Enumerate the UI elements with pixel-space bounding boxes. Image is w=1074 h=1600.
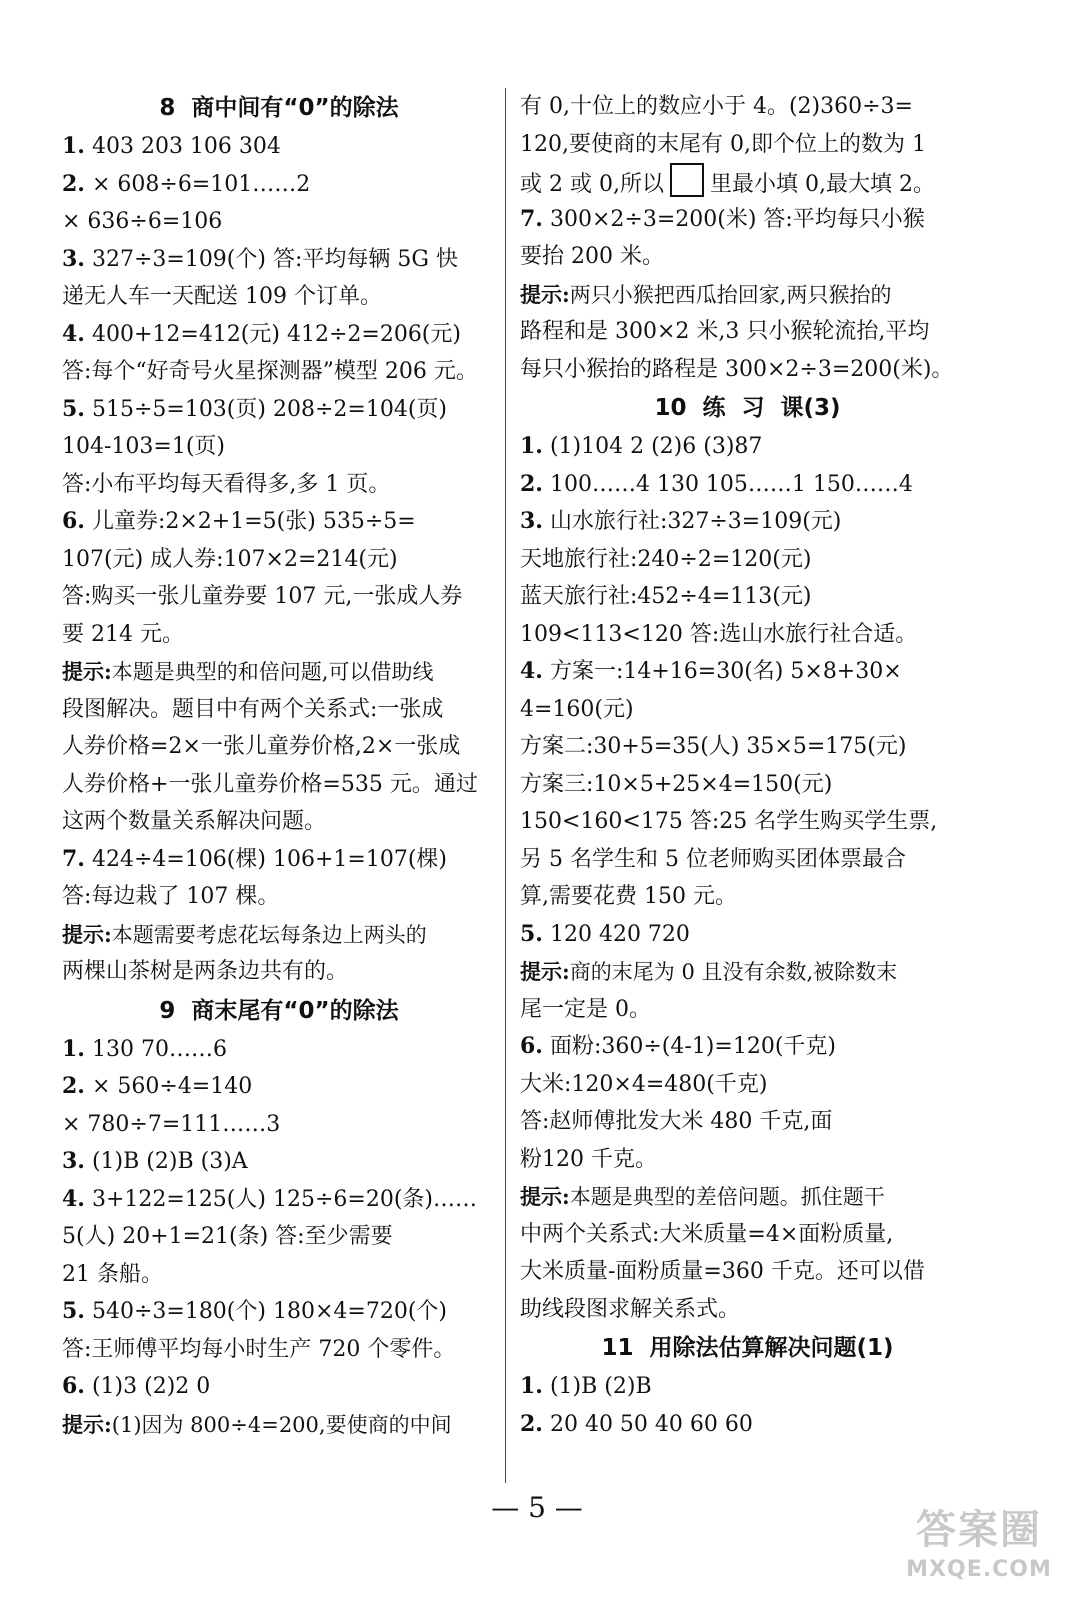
section-heading: 8 商中间有“0”的除法 [159,95,399,121]
line-text: 109<113<120 答:选山水旅行社合适。 [520,621,918,647]
hint-line [62,916,496,954]
section-heading: 11 用除法估算解决问题(1) [601,1335,894,1361]
line-text: 答:王师傅平均每小时生产 720 个零件。 [62,1336,456,1362]
line-text: × 560÷4=140 [84,1074,253,1099]
line-text: 大米质量-面粉质量=360 千克。还可以借 [520,1259,925,1284]
line-text: 答:购买一张儿童券要 107 元,一张成人券 [62,584,463,609]
line-text: 403 203 106 304 [84,134,281,159]
answer-line [62,1181,496,1219]
answer-line [62,728,496,766]
line-text: 540÷3=180(个) 180×4=720(个) [84,1299,447,1324]
answer-line [520,1216,975,1254]
question-number: 2. [62,170,85,197]
answer-line [62,166,496,204]
line-text: 3+122=125(人) 125÷6=20(条)…… [84,1186,477,1212]
line-text: 104-103=1(页) [62,434,226,459]
answer-line [520,1103,975,1141]
hint-label: 提示: [520,281,570,307]
answer-line [520,841,975,879]
line-text: 算,需要花费 150 元。 [520,884,737,909]
answer-line [520,991,975,1029]
answer-line [62,616,496,654]
answer-line [520,1406,975,1444]
line-text: (1)因为 800÷4=200,要使商的中间 [111,1412,452,1437]
answer-line [62,203,496,241]
answer-line [520,313,975,351]
line-text: 每只小猴抬的路程是 300×2÷3=200(米)。 [520,356,954,382]
question-number: 5. [62,1298,85,1324]
answer-line [62,1068,496,1106]
answer-line [62,766,496,804]
hint-label: 提示: [62,659,112,684]
line-text: 面粉:360÷(4-1)=120(千克) [542,1034,836,1059]
line-text: 400+12=412(元) 412÷2=206(元) [84,321,461,347]
hint-label: 提示: [520,959,570,984]
line-text: 150<160<175 答:25 名学生购买学生票, [520,809,938,834]
line-text: 方案一:14+16=30(名) 5×8+30× [542,659,902,684]
answer-line [62,316,496,354]
hint-line [62,653,496,691]
question-number: 7. [62,845,85,872]
answer-line [520,201,975,239]
line-text: 助线段图求解关系式。 [520,1296,741,1322]
hint-line [520,953,975,991]
line-text: 120 420 720 [542,921,690,947]
answer-line [62,1143,496,1181]
answer-line [62,1368,496,1406]
line-text: 答:每边栽了 107 棵。 [62,884,280,909]
line-text: 方案三:10×5+25×4=150(元) [520,771,833,797]
line-text: 人券价格=2×一张儿童券价格,2×一张成 [62,734,461,759]
line-text: 答:小布平均每天看得多,多 1 页。 [62,471,391,497]
answer-line [62,1218,496,1256]
answer-line [520,1028,975,1066]
line-text: 21 条船。 [62,1261,163,1287]
answer-line [520,616,975,654]
answer-line [62,541,496,579]
answer-line [62,841,496,879]
column-divider [505,88,506,1483]
line-text: (1)B (2)B (3)A [84,1149,248,1174]
line-text: 段图解决。题目中有两个关系式:一张成 [62,696,444,722]
line-text: 路程和是 300×2 米,3 只小猴轮流抬,平均 [520,319,930,344]
answer-line [520,351,975,389]
question-number: 6. [520,1033,543,1059]
line-text: 5(人) 20+1=21(条) 答:至少需要 [62,1224,393,1249]
answer-line [62,278,496,316]
answer-line [520,766,975,804]
question-number: 4. [520,658,543,684]
line-text: 120,要使商的末尾有 0,即个位上的数为 1 [520,131,926,157]
line-text: 或 2 或 0,所以 [520,172,664,197]
answer-line [520,1066,975,1104]
answer-line [520,653,975,691]
line-text: 107(元) 成人券:107×2=214(元) [62,546,398,572]
line-text: 两只小猴把西瓜抬回家,两只猴抬的 [569,282,892,307]
line-text: 130 70……6 [84,1036,227,1062]
line-text: 答:赵师傅批发大米 480 千克,面 [520,1109,833,1134]
line-text: 4=160(元) [520,696,634,722]
answer-line [520,728,975,766]
answer-line [520,126,975,164]
question-number: 4. [62,320,85,347]
question-number: 6. [62,508,85,534]
line-text: 天地旅行社:240÷2=120(元) [520,546,812,572]
answer-line [520,691,975,729]
line-text: × 608÷6=101……2 [84,171,311,197]
line-text: 327÷3=109(个) 答:平均每辆 5G 快 [84,246,458,272]
answer-line [520,466,975,504]
answer-line [62,1293,496,1331]
watermark-logo [894,1504,1064,1596]
answer-line [62,241,496,279]
line-text: 100……4 130 105……1 150……4 [542,471,913,497]
question-number: 3. [62,245,85,272]
line-text: 递无人车一天配送 109 个订单。 [62,284,382,309]
answer-line [62,1256,496,1294]
line-text: 这两个数量关系解决问题。 [62,809,327,834]
question-number: 4. [62,1185,85,1212]
answer-line [520,1253,975,1291]
line-text: 424÷4=106(棵) 106+1=107(棵) [84,846,447,872]
line-text: 两棵山茶树是两条边共有的。 [62,959,349,984]
answer-line [62,953,496,991]
question-number: 2. [62,1073,85,1099]
answer-line [520,428,975,466]
question-number: 5. [520,920,543,947]
answer-line [62,803,496,841]
line-text: 20 40 50 40 60 60 [542,1411,753,1437]
answer-line [520,541,975,579]
answer-line [62,691,496,729]
page-number: — 5 — [491,1491,583,1524]
left-column [62,88,496,1443]
question-number: 2. [520,1410,543,1437]
line-text: 里最小填 0,最大填 2。 [709,172,935,197]
answer-line [62,878,496,916]
line-text: 300×2÷3=200(米) 答:平均每只小猴 [542,206,925,232]
answer-line [62,128,496,166]
hint-label: 提示: [520,1184,570,1209]
line-text: 山水旅行社:327÷3=109(元) [542,509,842,534]
line-text: 蓝天旅行社:452÷4=113(元) [520,584,812,609]
line-text: 515÷5=103(页) 208÷2=104(页) [84,396,447,422]
answer-line [62,503,496,541]
hint-label: 提示: [62,1411,112,1437]
answer-line [520,916,975,954]
question-number: 3. [62,1148,85,1174]
answer-line [520,238,975,276]
hint-label: 提示: [62,921,112,947]
watermark-site-text: MXQE.COM [906,1557,1052,1582]
answer-line [520,503,975,541]
line-text: 要 214 元。 [62,621,184,647]
line-text: 人券价格+一张儿童券价格=535 元。通过 [62,771,478,797]
line-text: 方案二:30+5=35(人) 35×5=175(元) [520,734,907,759]
line-text: 本题是典型的和倍问题,可以借助线 [111,660,434,684]
answer-line [62,1031,496,1069]
question-number: 2. [520,470,543,497]
answer-line [520,803,975,841]
answer-line [62,428,496,466]
line-text: 有 0,十位上的数应小于 4。(2)360÷3= [520,94,913,119]
line-text: 大米:120×4=480(千克) [520,1071,768,1097]
question-number: 6. [62,1373,85,1399]
question-number: 5. [62,395,85,422]
right-column [520,88,975,1443]
section-heading: 9 商末尾有“0”的除法 [159,997,399,1024]
line-text: 儿童券:2×2+1=5(张) 535÷5= [84,509,416,534]
answer-line-with-box [520,163,975,201]
line-text: 本题是典型的差倍问题。抓住题干 [569,1185,885,1209]
line-text: × 636÷6=106 [62,209,223,234]
answer-line [520,878,975,916]
blank-box [670,163,704,197]
question-number: 7. [520,205,543,232]
line-text: 答:每个“好奇号火星探测器”模型 206 元。 [62,359,478,384]
hint-line [520,276,975,314]
line-text: × 780÷7=111……3 [62,1111,281,1137]
line-text: 另 5 名学生和 5 位老师购买团体票最合 [520,846,906,872]
answer-line [62,1106,496,1144]
line-text: 本题需要考虑花坛每条边上两头的 [111,922,427,947]
line-text: 中两个关系式:大米质量=4×面粉质量, [520,1221,894,1247]
answer-line [520,1141,975,1179]
line-text: (1)B (2)B [542,1374,652,1399]
question-number: 1. [520,1373,543,1399]
question-number: 1. [62,1035,85,1062]
answer-line [62,353,496,391]
question-number: 3. [520,508,543,534]
watermark-logo-text: 答案圈 [916,1507,1042,1553]
answer-line [520,578,975,616]
hint-line [62,1406,496,1444]
hint-line [520,1178,975,1216]
answer-line [520,1368,975,1406]
answer-line [62,391,496,429]
answer-line [520,1291,975,1329]
line-text: 要抬 200 米。 [520,244,664,269]
line-text: 尾一定是 0。 [520,996,651,1022]
question-number: 1. [62,133,85,159]
line-text: (1)3 (2)2 0 [84,1374,211,1399]
answer-line [62,466,496,504]
answer-line [62,578,496,616]
section-heading: 10 练 习 课(3) [654,395,841,421]
line-text: 粉120 千克。 [520,1146,657,1172]
line-text: 商的末尾为 0 且没有余数,被除数末 [569,960,898,984]
question-number: 1. [520,433,543,459]
answer-line [520,88,975,126]
answer-line [62,1331,496,1369]
line-text: (1)104 2 (2)6 (3)87 [542,434,763,459]
